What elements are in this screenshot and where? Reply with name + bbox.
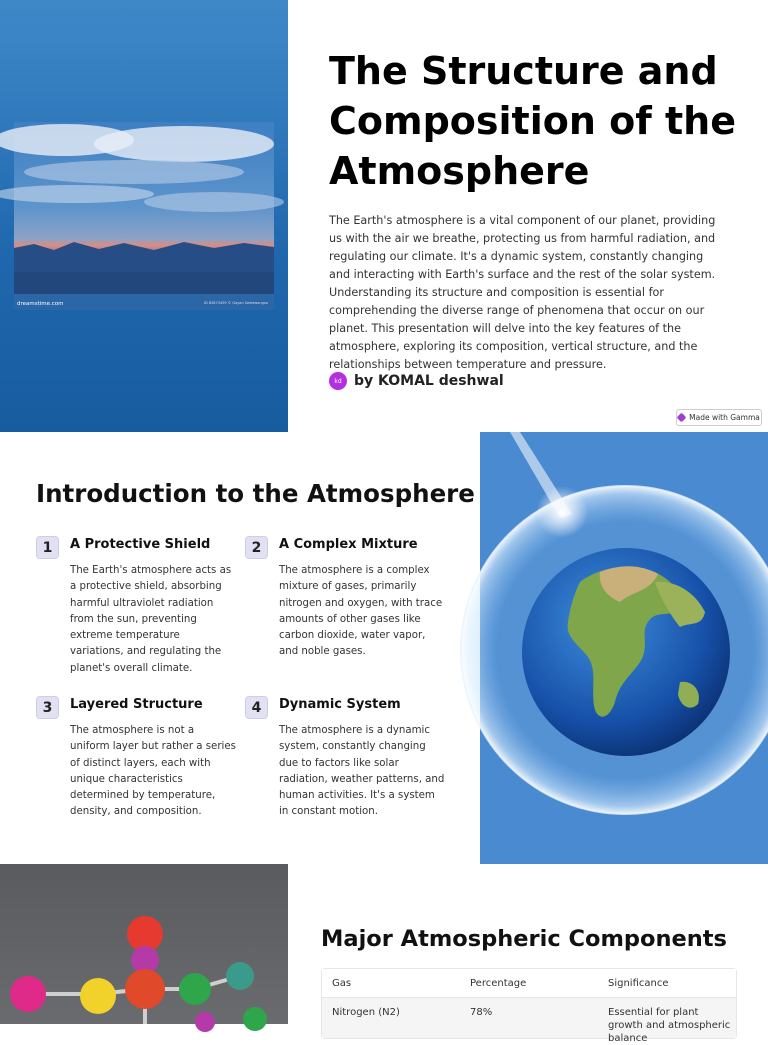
item-text: The Earth's atmosphere acts as a protective shield, absorbing harmful ultraviolet radiation from the sun, preventing extreme temperature variations, and regulating the planet's overall climate.	[70, 565, 232, 674]
item-title: A Protective Shield	[70, 537, 211, 552]
table-cell: Nitrogen (N2)	[332, 1007, 400, 1018]
molecule-model-image	[0, 864, 288, 1024]
avatar: kd	[329, 372, 347, 390]
column-header: Percentage	[470, 977, 527, 989]
photo-watermark-right: ID 82873459 © Gayan Seelawangsa	[204, 301, 268, 305]
table-row	[322, 998, 736, 1044]
column-header: Gas	[332, 977, 352, 989]
number-badge: 1	[36, 536, 59, 559]
number-badge: 3	[36, 696, 59, 719]
item-text: The atmosphere is not a uniform layer but rather a series of distinct layers, each with unique characteristics determined by temperature, density, and composition.	[70, 725, 236, 818]
number-badge: 4	[245, 696, 268, 719]
photo-watermark-left: dreamstime.com	[17, 301, 64, 307]
section-title: Introduction to the Atmosphere	[36, 479, 475, 508]
section-title: Major Atmospheric Components	[321, 926, 727, 952]
sky-panel	[0, 0, 288, 432]
components-slide	[0, 864, 768, 1044]
item-title: Layered Structure	[70, 697, 203, 712]
author-name: by KOMAL deshwal	[354, 373, 504, 389]
item-text: The atmosphere is a dynamic system, constantly changing due to factors like solar radiation, weather patterns, and human activities. It's a system in constant motion.	[279, 725, 445, 818]
sky-photo	[14, 122, 274, 310]
gamma-logo-icon	[677, 413, 687, 423]
components-table	[321, 968, 737, 1044]
table-cell: Essential for plant growth and atmospheric balance	[608, 1007, 731, 1044]
earth-globe-image	[480, 432, 768, 864]
made-with-gamma-badge[interactable]	[676, 409, 762, 426]
item-title: Dynamic System	[279, 697, 401, 712]
presentation-title: The Structure and Composition of the Atmosphere	[329, 49, 736, 193]
table-header-row	[322, 969, 736, 998]
item-text: The atmosphere is a complex mixture of gases, primarily nitrogen and oxygen, with trace amounts of other gases like carbon dioxide, water vapor, and noble gases.	[279, 565, 443, 658]
intro-paragraph: The Earth's atmosphere is a vital component of our planet, providing us with the air we breathe, protecting us from harmful radiation, and regulating our climate. It's a dynamic system, constantly changing and interacting with Earth's surface and the rest of the solar system. Understanding its structure and composition is essential for comprehending the diverse range of phenomena that occur on our planet. This presentation will delve into the key features of the atmosphere, exploring its composition, vertical structure, and the relationships between temperature and pressure.	[329, 214, 716, 371]
table-cell: 78%	[470, 1007, 493, 1018]
author-line	[329, 372, 504, 390]
introduction-slide	[0, 432, 768, 864]
badge-label: Made with Gamma	[689, 413, 760, 422]
number-badge: 2	[245, 536, 268, 559]
item-title: A Complex Mixture	[279, 537, 418, 552]
title-slide	[0, 0, 768, 432]
column-header: Significance	[608, 977, 669, 989]
